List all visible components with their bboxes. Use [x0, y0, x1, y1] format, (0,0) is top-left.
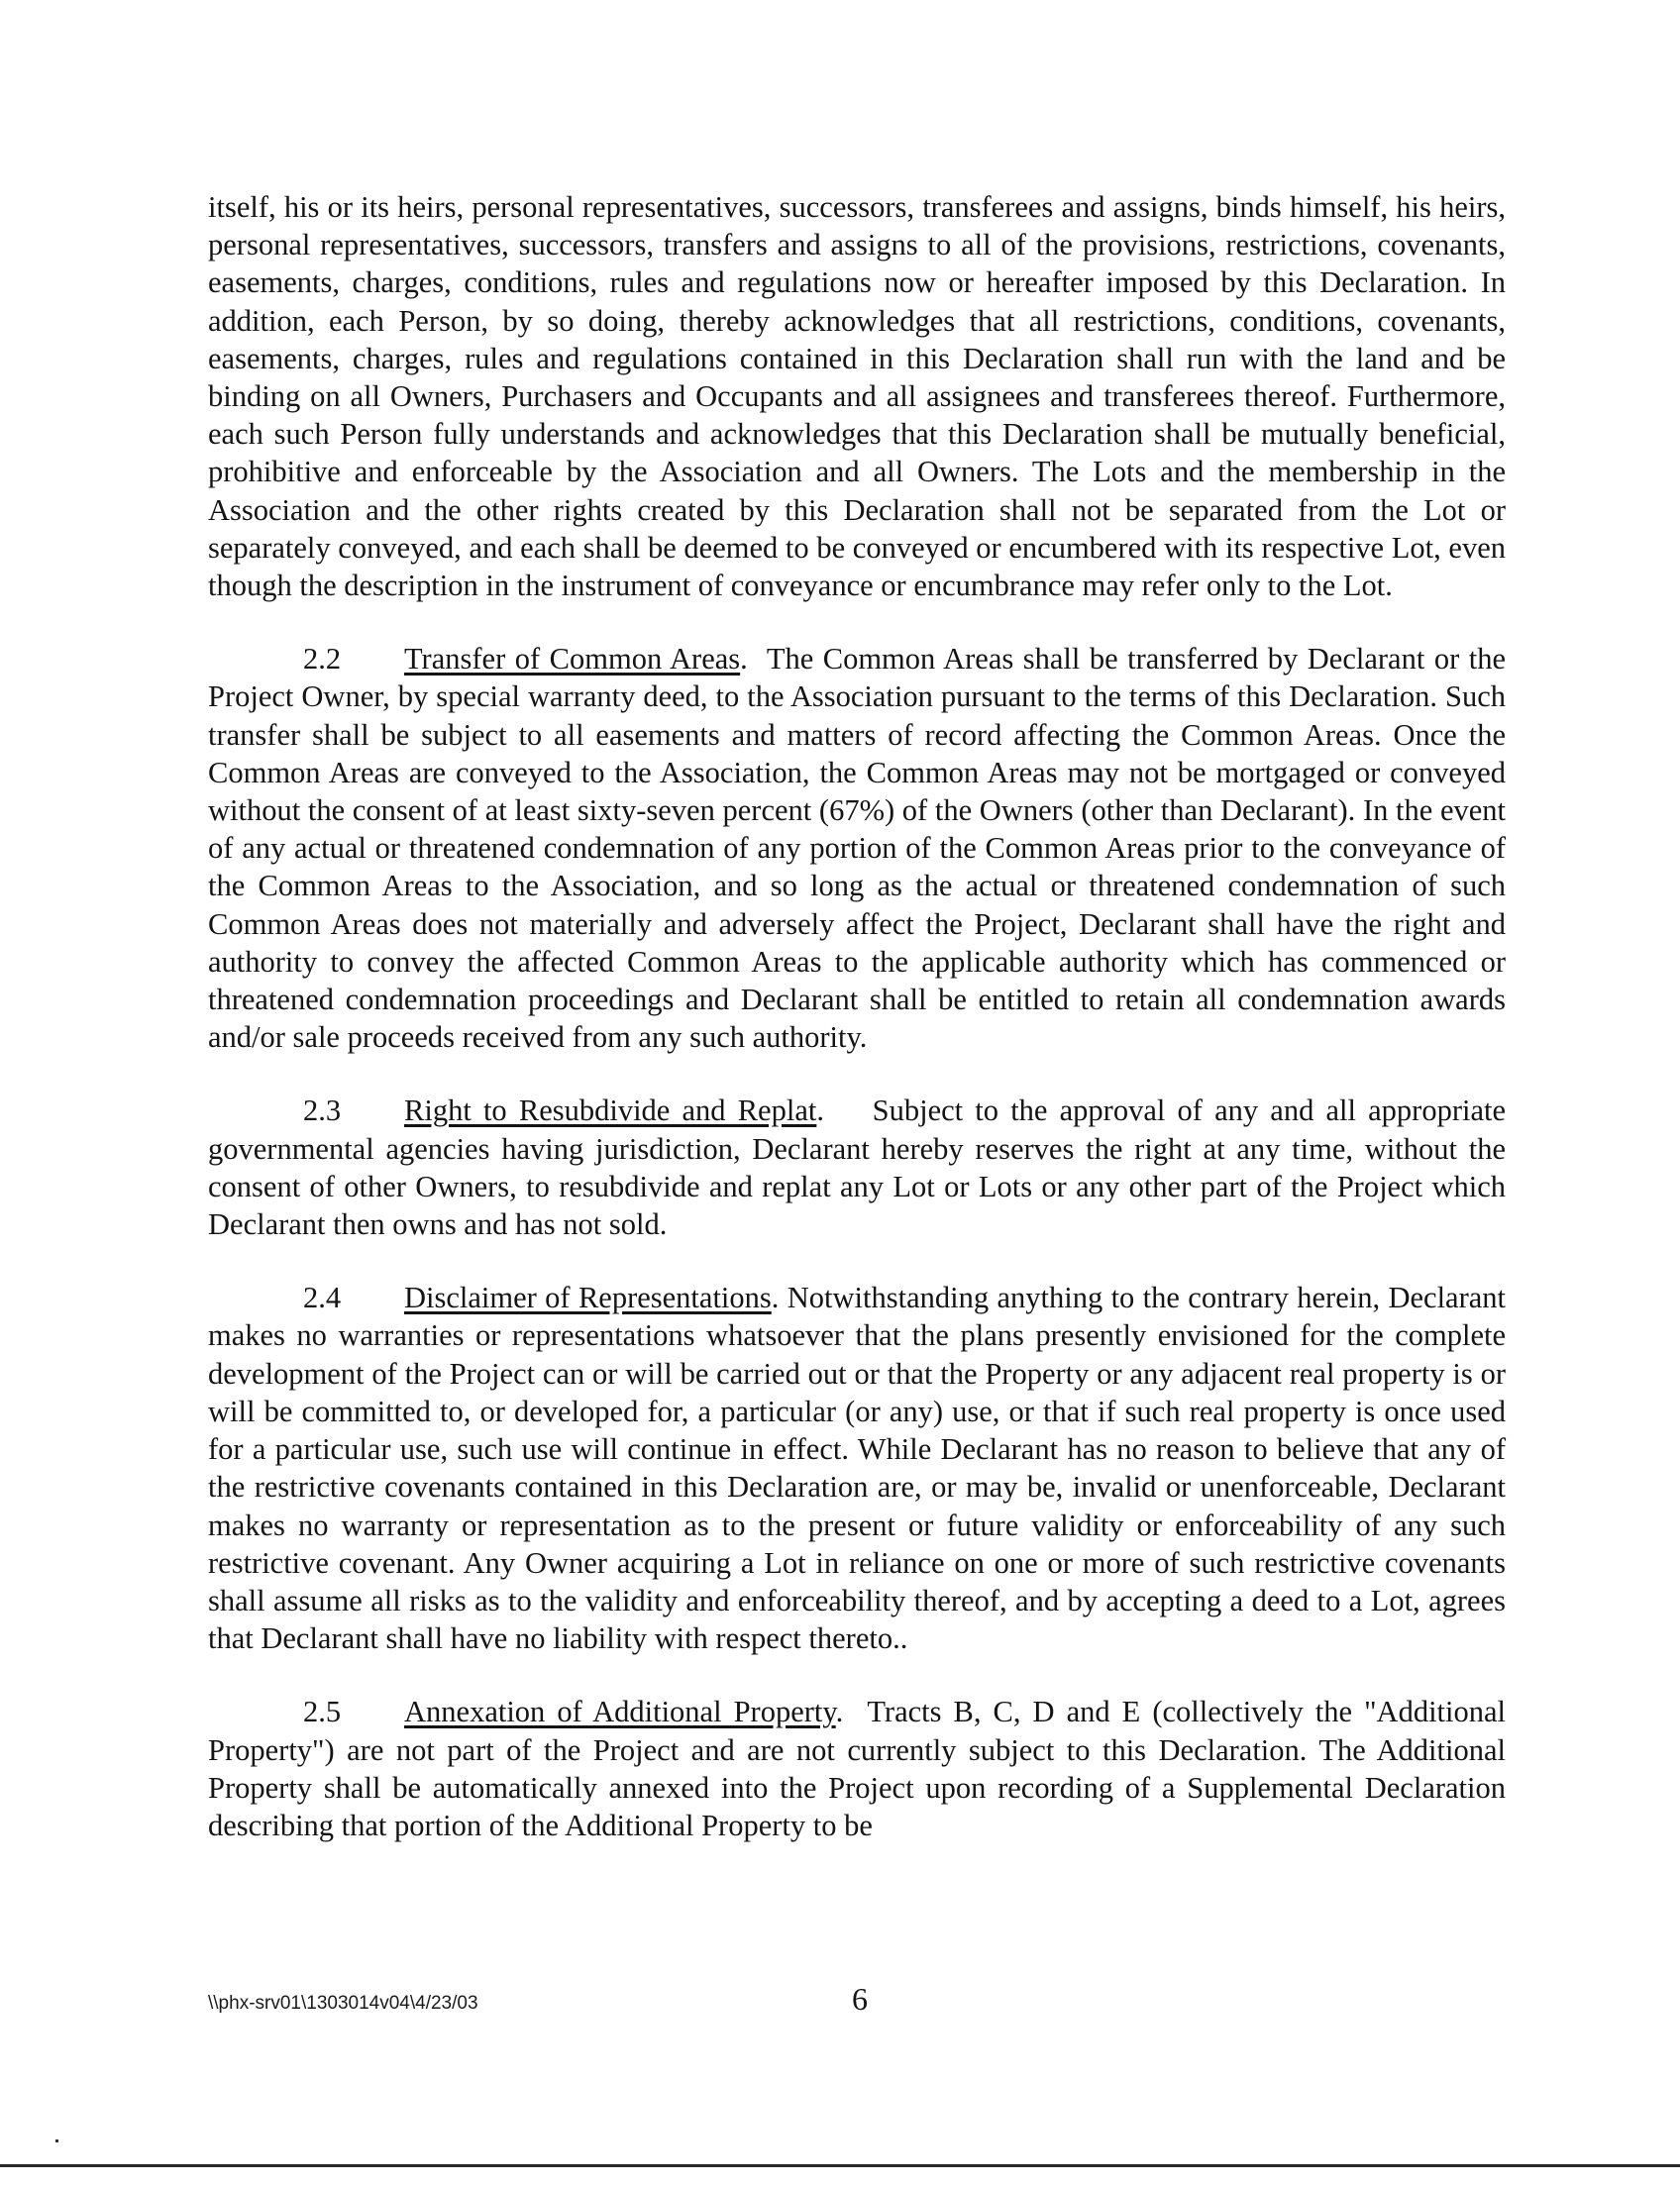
scan-artifact-dot [55, 2139, 58, 2142]
section-2-3 [208, 1092, 1506, 1243]
section-text: Notwithstanding anything to the contrary herein, Declarant makes no warranties or representations whatsoever that the plans presently envisioned for the complete development of the Project can or will be carried out or that the Property or any adjacent real property is or will be committed to, or developed for, a particular (or any) use, or that if such real property is once used for a particular use, such use will continue in effect. While Declarant has no reason to believe that any of the restrictive covenants contained in this Declaration are, or may be, invalid or unenforceable, Declarant makes no warranty or representation as to the present or future validity or enforceability of any such restrictive covenant. Any Owner acquiring a Lot in reliance on one or more of such restrictive covenants shall assume all risks as to the validity and enforceability thereof, and by accepting a deed to a Lot, agrees that Declarant shall have no liability with respect thereto.. [208, 1281, 1506, 1656]
scan-edge-line [0, 2164, 1680, 2167]
section-text: The Common Areas shall be transferred by Declarant or the Project Owner, by special warranty deed, to the Association pursuant to the terms of this Declaration. Such transfer shall be subject to all easements and matters of record affecting the Common Areas. Once the Common Areas are conveyed to the Association, the Common Areas may not be mortgaged or conveyed without the consent of at least sixty-seven percent (67%) of the Owners (other than Declarant). In the event of any actual or threatened condemnation of any portion of the Common Areas prior to the conveyance of the Common Areas to the Association, and so long as the actual or threatened condemnation of such Common Areas does not materially and adversely affect the Project, Declarant shall have the right and authority to convey the affected Common Areas to the applicable authority which has commenced or threatened condemnation proceedings and Declarant shall be entitled to retain all condemnation awards and/or sale proceeds received from any such authority. [208, 642, 1506, 1055]
section-title: Annexation of Additional Property [404, 1695, 836, 1729]
section-number: 2.2 [303, 642, 342, 677]
section-number: 2.3 [303, 1094, 342, 1128]
section-text: Tracts B, C, D and E (collectively the "Additional Property") are not part of the Project and are not currently subject to this Declaration. The Additional Property shall be automatically annexed into the Project upon recording of a Supplemental Declaration describing that portion of the Additional Property to be [208, 1695, 1506, 1842]
title-period: . [740, 642, 748, 677]
section-title: Transfer of Common Areas [404, 642, 741, 677]
section-number: 2.4 [303, 1281, 342, 1315]
file-reference: \\phx-srv01\1303014v04\4/23/03 [208, 1993, 478, 2014]
continued-paragraph: itself, his or its heirs, personal representatives, successors, transferees and assigns, binds himself, his heirs, personal representatives, successors, transfers and assigns to all of the provisions, restrictions, covenants, easements, charges, conditions, rules and regulations now or hereafter imposed by this Declaration. In addition, each Person, by so doing, thereby acknowledges that all restrictions, conditions, covenants, easements, charges, rules and regulations contained in this Declaration shall run with the land and be binding on all Owners, Purchasers and Occupants and all assignees and transferees thereof. Furthermore, each such Person fully understands and acknowledges that this Declaration shall be mutually beneficial, prohibitive and enforceable by the Association and all Owners. The Lots and the membership in the Association and the other rights created by this Declaration shall not be separated from the Lot or separately conveyed, and each shall be deemed to be conveyed or encumbered with its respective Lot, even though the description in the instrument of conveyance or encumbrance may refer only to the Lot. [208, 190, 1506, 603]
page-number: 6 [852, 1981, 868, 2017]
section-title: Right to Resubdivide and Replat [404, 1094, 817, 1128]
section-2-5 [208, 1693, 1506, 1844]
section-2-2 [208, 640, 1506, 1056]
section-text: Subject to the approval of any and all appropriate governmental agencies having jurisdiction, Declarant hereby reserves the right at any time, without the consent of other Owners, to resubdivide and replat any Lot or Lots or any other part of the Project which Declarant then owns and has not sold. [208, 1094, 1507, 1242]
section-number: 2.5 [303, 1695, 342, 1729]
section-2-4 [208, 1279, 1506, 1657]
section-title: Disclaimer of Representations [404, 1281, 772, 1315]
title-period: . [835, 1695, 844, 1729]
title-period: . [771, 1281, 780, 1315]
document-body [208, 188, 1506, 1880]
title-period: . [816, 1094, 824, 1128]
